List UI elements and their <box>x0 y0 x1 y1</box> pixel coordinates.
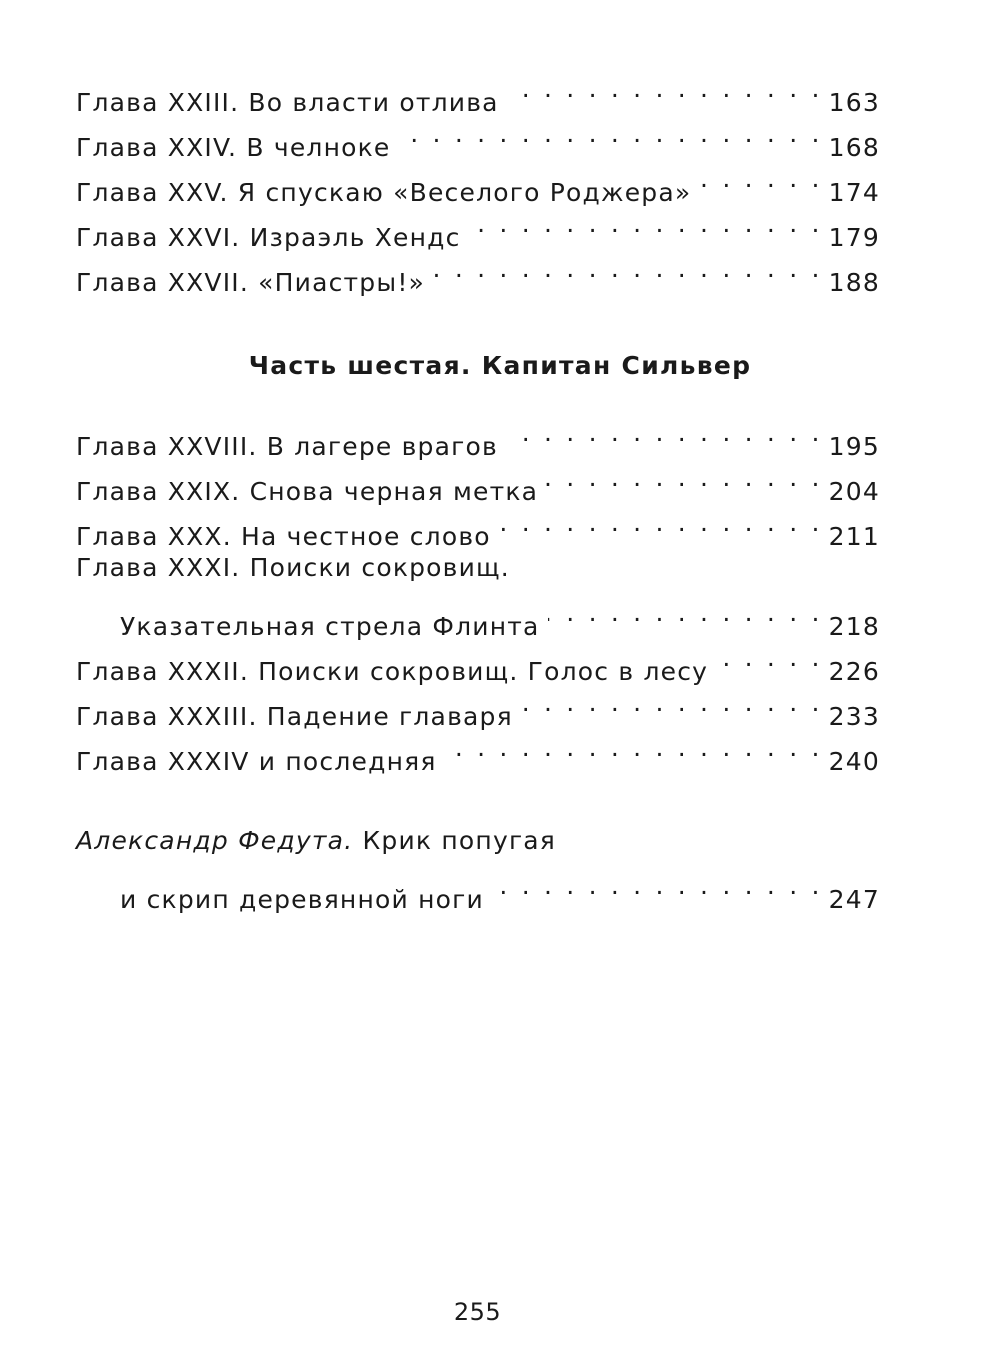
dot-leader <box>699 156 822 201</box>
entry-page: 211 <box>828 522 880 551</box>
afterword-title: Крик попугая <box>362 826 557 855</box>
entry-page: 218 <box>828 612 880 641</box>
page-number: 255 <box>453 1298 502 1326</box>
toc-entry-continuation <box>76 590 880 641</box>
toc-afterword <box>76 818 880 914</box>
entry-title: Глава XXVIII. В лагере врагов <box>76 432 498 461</box>
afterword-first-line <box>76 818 880 863</box>
entry-title: Глава XXXIV и последняя <box>76 747 437 776</box>
dot-leader <box>433 246 823 291</box>
entry-page: 168 <box>828 133 880 162</box>
toc-entry <box>76 66 880 117</box>
toc-entry <box>76 725 880 776</box>
toc-entry <box>76 246 880 297</box>
entry-title-continuation: Указательная стрела Флинта <box>120 612 540 641</box>
entry-page: 195 <box>828 432 880 461</box>
afterword-page: 247 <box>828 885 880 914</box>
afterword-continuation <box>76 863 880 914</box>
dot-leader <box>492 863 823 908</box>
entry-title: Глава XXXIII. Падение главаря <box>76 702 513 731</box>
entry-page: 174 <box>828 178 880 207</box>
dot-leader <box>507 66 823 111</box>
entry-page: 163 <box>828 88 880 117</box>
entry-page: 188 <box>828 268 880 297</box>
entry-title: Глава XXIX. Снова черная метка <box>76 477 539 506</box>
dot-leader <box>469 201 823 246</box>
toc-entry <box>76 410 880 461</box>
toc-entry <box>76 680 880 731</box>
entry-title: Глава XXV. Я спускаю «Веселого Роджера» <box>76 178 692 207</box>
entry-title: Глава XXXI. Поиски сокровищ. <box>76 553 510 582</box>
entry-title: Глава XXIV. В челноке <box>76 133 391 162</box>
toc-entry <box>76 455 880 506</box>
afterword-title-continuation: и скрип деревянной ноги <box>120 885 484 914</box>
afterword-author: Александр Федута. <box>76 826 354 855</box>
dot-leader <box>499 500 823 545</box>
entry-title: Глава XXIII. Во власти отлива <box>76 88 499 117</box>
toc-part6-entries <box>76 410 880 776</box>
toc-entry <box>76 156 880 207</box>
entry-page: 204 <box>828 477 880 506</box>
dot-leader <box>548 590 823 635</box>
entry-title: Глава XXXII. Поиски сокровищ. Голос в лесу <box>76 657 709 686</box>
entry-title: Глава XXX. На честное слово <box>76 522 491 551</box>
toc-entry-first-line <box>76 545 880 590</box>
entry-page: 179 <box>828 223 880 252</box>
toc-entry <box>76 500 880 551</box>
dot-leader <box>546 455 822 500</box>
part6-title: Часть шестая. Капитан Сильвер <box>248 351 752 380</box>
entry-page: 226 <box>828 657 880 686</box>
toc-part5-entries <box>76 66 880 297</box>
toc-entry <box>76 201 880 252</box>
toc-entry <box>76 635 880 686</box>
dot-leader <box>716 635 823 680</box>
dot-leader <box>506 410 823 455</box>
toc-entry <box>76 111 880 162</box>
entry-title: Глава XXVII. «Пиастры!» <box>76 268 426 297</box>
entry-title: Глава XXVI. Израэль Хендс <box>76 223 461 252</box>
dot-leader <box>445 725 823 770</box>
dot-leader <box>399 111 823 156</box>
entry-page: 233 <box>828 702 880 731</box>
dot-leader <box>521 680 823 725</box>
entry-page: 240 <box>828 747 880 776</box>
